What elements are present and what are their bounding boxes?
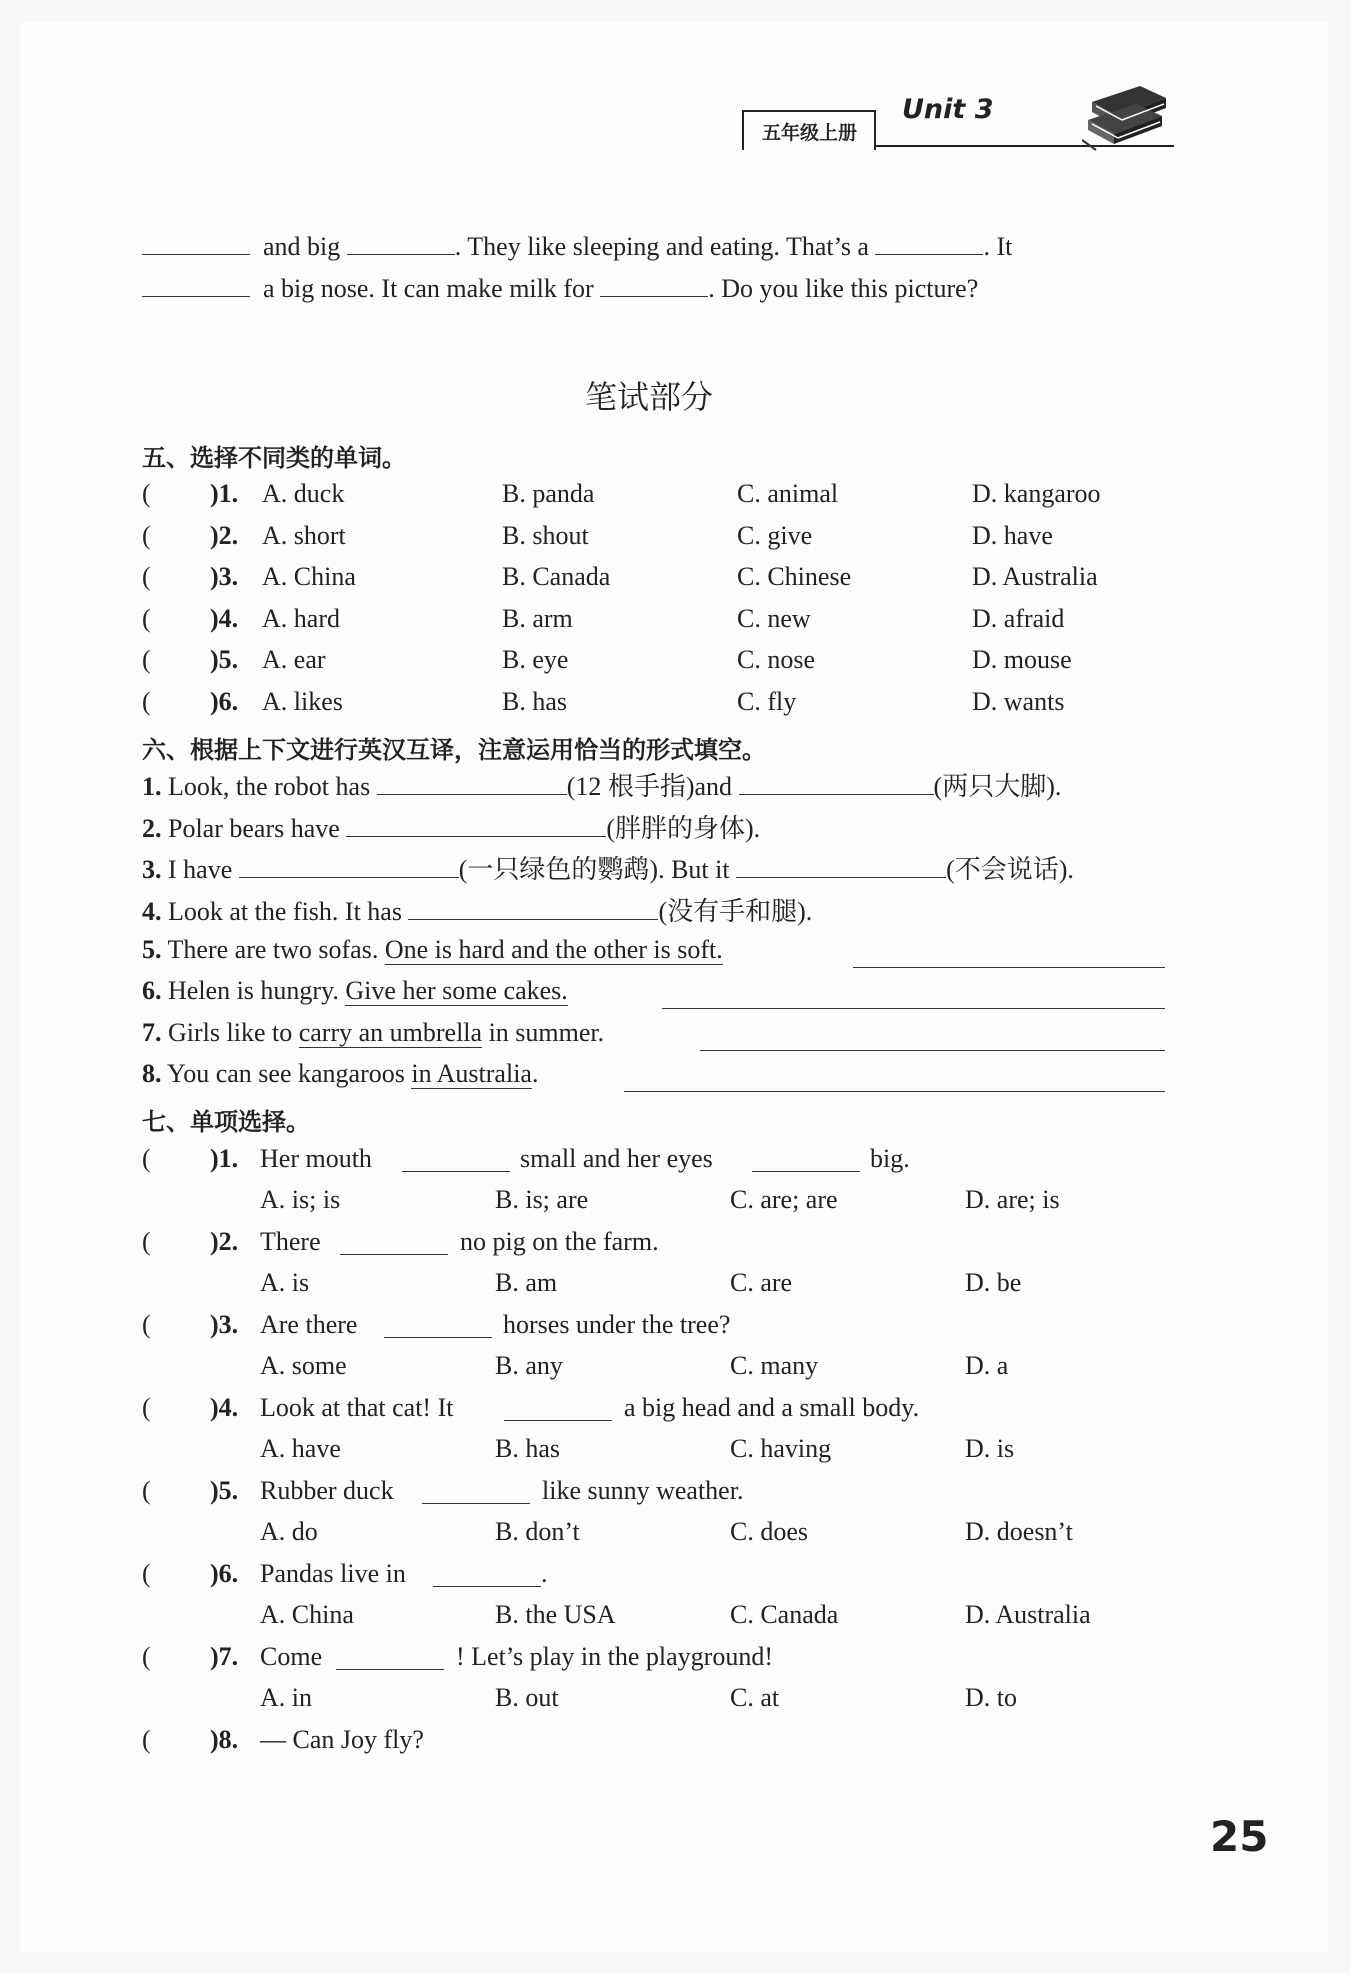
- option-c: C. at: [730, 1683, 780, 1712]
- question-number: )2.: [210, 1227, 239, 1256]
- passage-text: . They like sleeping and eating. That’s a: [454, 232, 869, 261]
- option-d: D. mouse: [972, 645, 1072, 674]
- header-grade: 五年级上册: [762, 122, 858, 144]
- passage-text: . It: [983, 232, 1013, 261]
- s6-question-4: [142, 893, 812, 928]
- question-text: Look at the fish. It has: [168, 897, 402, 926]
- answer-blank[interactable]: [142, 228, 250, 255]
- question-number: 3.: [142, 855, 162, 884]
- option-d: D. to: [965, 1683, 1017, 1712]
- option-a: A. hard: [262, 603, 340, 633]
- question-text: (12 根手指)and: [566, 772, 733, 801]
- question-text: ! Let’s play in the playground!: [456, 1642, 773, 1671]
- answer-line[interactable]: [700, 1050, 1165, 1051]
- section6-title: 六、根据上下文进行英汉互译，注意运用恰当的形式填空。: [142, 736, 766, 764]
- answer-blank[interactable]: [739, 768, 934, 795]
- option-a: A. is; is: [260, 1185, 341, 1214]
- option-b: B. any: [495, 1351, 563, 1380]
- books-icon: [1082, 80, 1168, 156]
- underlined-phrase: One is hard and the other is soft.: [384, 935, 723, 964]
- answer-paren[interactable]: (: [142, 645, 151, 674]
- page-number: 25: [1210, 1812, 1269, 1861]
- underlined-phrase: carry an umbrella: [298, 1018, 483, 1047]
- header-unit: Unit 3: [902, 94, 994, 125]
- option-d: D. Australia: [965, 1600, 1091, 1629]
- option-d: D. kangaroo: [972, 479, 1101, 508]
- question-number: )2.: [210, 520, 239, 550]
- question-text: Come: [260, 1642, 323, 1671]
- question-text: Her mouth: [260, 1144, 372, 1173]
- option-b: B. the USA: [495, 1600, 616, 1629]
- question-number: )7.: [210, 1642, 239, 1671]
- option-a: A. do: [260, 1517, 318, 1546]
- question-text: Pandas live in: [260, 1559, 406, 1588]
- option-a: A. some: [260, 1351, 347, 1380]
- question-text: Helen is hungry.: [168, 976, 339, 1005]
- underlined-phrase: in Australia: [411, 1059, 532, 1088]
- answer-blank[interactable]: [142, 270, 250, 297]
- option-a: A. have: [260, 1434, 341, 1463]
- question-number: )3.: [210, 1310, 239, 1339]
- answer-blank[interactable]: [600, 270, 708, 297]
- question-text: (一只绿色的鹦鹉). But it: [458, 855, 730, 884]
- answer-paren[interactable]: (: [142, 479, 151, 508]
- question-text: Are there: [260, 1310, 358, 1339]
- question-number: 1.: [142, 772, 162, 801]
- answer-paren[interactable]: (: [142, 520, 151, 550]
- option-a: A. in: [260, 1683, 312, 1712]
- question-number: 2.: [142, 814, 162, 843]
- question-number: 5.: [142, 935, 162, 964]
- s6-question-8: [142, 1058, 538, 1090]
- answer-blank[interactable]: [422, 1503, 530, 1504]
- option-c: C. new: [737, 603, 811, 633]
- option-c: C. fly: [737, 686, 797, 716]
- question-number: 4.: [142, 897, 162, 926]
- question-text: You can see kangaroos: [167, 1059, 405, 1088]
- question-text: Polar bears have: [168, 814, 340, 843]
- passage-line-1: [142, 228, 1012, 263]
- option-d: D. a: [965, 1351, 1009, 1380]
- option-b: B. panda: [502, 479, 595, 508]
- question-text: There are two sofas.: [167, 935, 379, 964]
- s6-question-5: [142, 934, 723, 966]
- option-b: B. arm: [502, 603, 573, 633]
- section5-title: 五、选择不同类的单词。: [142, 444, 406, 472]
- question-number: )6.: [210, 686, 239, 716]
- option-c: C. having: [730, 1434, 832, 1463]
- option-c: C. nose: [737, 645, 815, 674]
- question-text: (不会说话).: [946, 855, 1074, 884]
- option-a: A. likes: [262, 686, 343, 716]
- question-text: like sunny weather.: [542, 1476, 744, 1505]
- answer-blank[interactable]: [239, 851, 459, 878]
- option-c: C. many: [730, 1351, 819, 1380]
- answer-blank[interactable]: [384, 1337, 492, 1338]
- answer-line[interactable]: [624, 1091, 1165, 1092]
- question-text: Girls like to: [168, 1018, 293, 1047]
- written-section-title: 笔试部分: [585, 378, 714, 416]
- answer-paren[interactable]: (: [142, 1476, 151, 1505]
- answer-blank[interactable]: [402, 1171, 510, 1172]
- answer-paren[interactable]: (: [142, 1227, 151, 1256]
- s6-question-2: [142, 810, 760, 845]
- option-c: C. give: [737, 520, 813, 550]
- option-b: B. out: [495, 1683, 559, 1712]
- option-b: B. has: [502, 686, 567, 716]
- question-number: )5.: [210, 1476, 239, 1505]
- question-text: .: [541, 1559, 548, 1588]
- option-a: A. short: [262, 520, 346, 550]
- question-text: no pig on the farm.: [460, 1227, 659, 1256]
- question-number: )8.: [210, 1725, 239, 1754]
- answer-paren[interactable]: (: [142, 1393, 151, 1422]
- question-number: 6.: [142, 976, 162, 1005]
- answer-blank[interactable]: [736, 851, 946, 878]
- answer-paren[interactable]: (: [142, 603, 151, 633]
- option-c: C. Canada: [730, 1600, 839, 1629]
- option-d: D. wants: [972, 686, 1065, 716]
- answer-blank[interactable]: [408, 893, 658, 920]
- question-number: 8.: [142, 1059, 162, 1088]
- question-text: There: [260, 1227, 321, 1256]
- option-c: C. are: [730, 1268, 793, 1297]
- answer-blank[interactable]: [433, 1586, 541, 1587]
- question-text: Look, the robot has: [168, 772, 371, 801]
- question-number: )5.: [210, 645, 239, 674]
- option-a: A. duck: [262, 479, 345, 508]
- answer-paren[interactable]: (: [142, 1642, 151, 1671]
- answer-line[interactable]: [662, 1008, 1165, 1009]
- option-c: C. Chinese: [737, 562, 852, 591]
- question-text: — Can Joy fly?: [260, 1725, 424, 1754]
- question-text: big.: [870, 1144, 910, 1173]
- answer-paren[interactable]: (: [142, 1559, 151, 1588]
- option-b: B. has: [495, 1434, 560, 1463]
- option-c: C. does: [730, 1517, 808, 1546]
- question-text: horses under the tree?: [503, 1310, 731, 1339]
- s6-question-3: [142, 851, 1074, 886]
- option-a: A. China: [262, 562, 356, 591]
- option-b: B. am: [495, 1268, 558, 1297]
- passage-text: and big: [263, 232, 341, 261]
- question-number: )3.: [210, 562, 239, 591]
- option-a: A. ear: [262, 645, 326, 674]
- answer-paren[interactable]: (: [142, 1144, 151, 1173]
- question-text: I have: [168, 855, 233, 884]
- answer-blank[interactable]: [336, 1669, 444, 1670]
- option-a: A. China: [260, 1600, 354, 1629]
- s6-question-7: [142, 1017, 604, 1049]
- question-text: a big head and a small body.: [624, 1393, 920, 1422]
- question-text: .: [531, 1059, 539, 1088]
- answer-paren[interactable]: (: [142, 686, 151, 716]
- option-d: D. afraid: [972, 603, 1065, 633]
- question-text: (两只大脚).: [933, 772, 1062, 801]
- option-b: B. shout: [502, 520, 589, 550]
- section7-title: 七、单项选择。: [142, 1108, 310, 1136]
- option-d: D. Australia: [972, 562, 1098, 591]
- passage-text: . Do you like this picture?: [708, 274, 979, 303]
- question-text: (没有手和腿).: [658, 897, 813, 926]
- answer-blank[interactable]: [752, 1171, 860, 1172]
- option-b: B. eye: [502, 645, 569, 674]
- option-b: B. Canada: [502, 562, 611, 591]
- answer-paren[interactable]: (: [142, 562, 151, 591]
- question-text: Look at that cat! It: [260, 1393, 454, 1422]
- answer-blank[interactable]: [504, 1420, 612, 1421]
- question-text: Rubber duck: [260, 1476, 394, 1505]
- question-number: 7.: [142, 1018, 162, 1047]
- s6-question-6: [142, 975, 568, 1007]
- option-d: D. have: [972, 520, 1053, 550]
- s6-question-1: [142, 768, 1061, 803]
- question-number: )1.: [210, 1144, 239, 1173]
- passage-text: a big nose. It can make milk for: [263, 274, 594, 303]
- question-text: small and her eyes: [520, 1144, 713, 1173]
- option-a: A. is: [260, 1268, 310, 1297]
- option-c: C. are; are: [730, 1185, 838, 1214]
- option-b: B. don’t: [495, 1517, 580, 1546]
- question-number: )6.: [210, 1559, 239, 1588]
- question-text: in summer.: [488, 1018, 605, 1047]
- option-b: B. is; are: [495, 1185, 589, 1214]
- answer-blank[interactable]: [377, 768, 567, 795]
- answer-paren[interactable]: (: [142, 1310, 151, 1339]
- passage-line-2: [142, 270, 978, 305]
- question-number: )4.: [210, 1393, 239, 1422]
- answer-paren[interactable]: (: [142, 1725, 151, 1754]
- option-d: D. doesn’t: [965, 1517, 1073, 1546]
- option-c: C. animal: [737, 479, 839, 508]
- answer-blank[interactable]: [340, 1254, 448, 1255]
- question-text: (胖胖的身体).: [606, 814, 761, 843]
- answer-blank[interactable]: [346, 810, 606, 837]
- question-number: )1.: [210, 479, 239, 508]
- option-d: D. is: [965, 1434, 1015, 1463]
- option-d: D. are; is: [965, 1185, 1060, 1214]
- answer-blank[interactable]: [347, 228, 455, 255]
- underlined-phrase: Give her some cakes.: [345, 976, 568, 1005]
- option-d: D. be: [965, 1268, 1022, 1297]
- answer-line[interactable]: [853, 967, 1165, 968]
- answer-blank[interactable]: [875, 228, 983, 255]
- question-number: )4.: [210, 603, 239, 633]
